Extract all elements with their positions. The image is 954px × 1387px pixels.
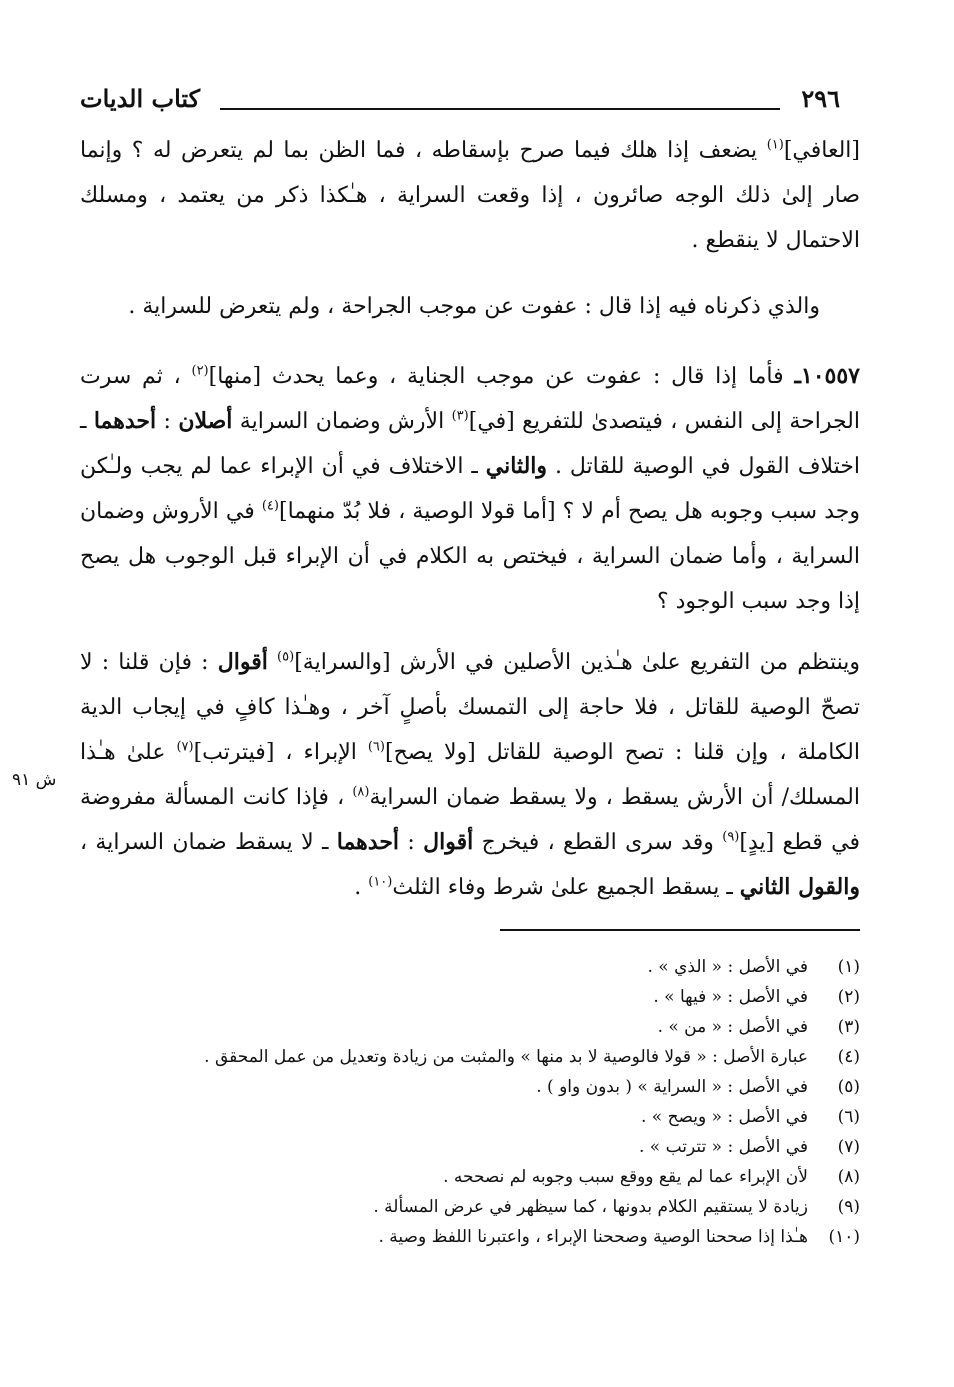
paragraph-4 [80, 640, 860, 910]
footnote-ref: (٨) [352, 784, 370, 800]
footnote-number: (١٠) [828, 1227, 860, 1247]
footnote-text: في الأصل : « الذي » . [647, 957, 808, 977]
footnote-ref: (١٠) [368, 874, 393, 890]
bold-term: أحدهما [93, 408, 157, 434]
text-run: في الأروش وضمان السراية ، وأما ضمان السراية ، فيختص به الكلام في أن الإبراء قبل الوجوب هل يصح إذا وجد سبب الوجود ؟ [80, 499, 860, 614]
footnote-item [100, 1102, 860, 1132]
footnote-ref: (٦) [367, 739, 385, 755]
bold-term: أقوال [217, 649, 268, 675]
footnote-ref: (٩) [722, 829, 740, 845]
footnote-text: في الأصل : « السراية » ( بدون واو ) . [536, 1077, 808, 1097]
text-run [268, 650, 277, 675]
bold-term: أقوال [423, 829, 474, 855]
footnotes [100, 952, 860, 1252]
footnote-separator [500, 929, 860, 931]
footnote-item [100, 982, 860, 1012]
text-run: فأما إذا قال : عفوت عن موجب الجناية ، وعما يحدث [منها] [208, 364, 795, 389]
bold-term: والثاني [485, 453, 548, 479]
footnote-ref: (٣) [451, 408, 469, 424]
bold-term: أحدهما [336, 829, 400, 855]
text-run: وينتظم من التفريع علىٰ هـٰذين الأصلين في الأرش [والسراية] [294, 650, 860, 675]
text-run: [العافي] [783, 138, 860, 163]
footnote-text: في الأصل : « تترتب » . [638, 1137, 808, 1157]
footnote-text: هـٰذا إذا صححنا الوصية وصححنا الإبراء ، واعتبرنا اللفظ وصية . [378, 1227, 808, 1247]
text-run: : [399, 830, 424, 855]
manuscript-folio-note: ش ٩١ [12, 770, 57, 790]
text-run: ـ يسقط الجميع علىٰ شرط وفاء الثلث [392, 875, 740, 900]
footnote-item [100, 1012, 860, 1042]
footnote-ref: (٥) [277, 649, 295, 665]
paragraph-2 [80, 284, 860, 329]
footnote-item [100, 1042, 860, 1072]
footnote-number: (٨) [837, 1167, 860, 1187]
page-number: ٢٩٦ [801, 84, 840, 113]
text-run: علىٰ هـٰذا المسلك/ أن الأرش يسقط ، ولا يسقط ضمان السراية [80, 740, 860, 810]
footnote-ref: (٧) [176, 739, 194, 755]
footnote-item [100, 1132, 860, 1162]
footnote-item [100, 1072, 860, 1102]
text-run: : فإن قلنا : لا تصحّ الوصية للقاتل ، فلا حاجة إلى التمسك بأصلٍ آخر ، وهـٰذا كافٍ في إيجاب الدية الكاملة ، وإن قلنا : تصح الوصية للقاتل [ولا يصح] [80, 650, 860, 765]
text-run: يضعف إذا هلك فيما صرح بإسقاطه ، فما الظن بما لم يتعرض له ؟ وإنما صار إلىٰ ذلك الوجه صائرون ، إذا وقعت السراية ، هـٰكذا ذكر من يعتمد ، ومسلك الاحتمال لا ينقطع . [80, 138, 860, 253]
footnote-number: (٤) [837, 1047, 860, 1067]
text-run: ، ثم سرت الجراحة إلى النفس ، فيتصدىٰ للتفريع [في] [80, 364, 860, 434]
text-run: ـ الاختلاف في أن الإبراء عما لم يجب ولـٰكن وجد سبب وجوبه هل يصح أم لا ؟ [أما قولا الوصية ، فلا بُدّ منهما] [80, 454, 861, 524]
footnote-text: في الأصل : « ويصح » . [640, 1107, 808, 1127]
bold-term: أصلان [178, 408, 233, 434]
footnote-text: لأن الإبراء عما لم يقع ووقع سبب وجوبه لم نصححه . [443, 1167, 808, 1187]
text-run: الأرش وضمان السراية [232, 409, 452, 434]
issue-number: ١٠٥٥٧ـ [794, 363, 860, 389]
footnote-number: (٧) [837, 1137, 860, 1157]
footnote-number: (١) [837, 957, 860, 977]
footnote-text: زيادة لا يستقيم الكلام بدونها ، كما سيظهر في عرض المسألة . [373, 1197, 808, 1217]
footnote-number: (٢) [837, 987, 860, 1007]
footnote-number: (٥) [837, 1077, 860, 1097]
text-run: وقد سرى القطع ، فيخرج [473, 830, 723, 855]
text-run: ، فإذا كانت المسألة مفروضة في قطع [يدٍ] [80, 785, 861, 855]
footnote-number: (٣) [837, 1017, 860, 1037]
footnote-item [100, 952, 860, 982]
header-rule [220, 108, 780, 110]
text-run: ـ لا يسقط ضمان السراية ، [80, 830, 337, 855]
footnote-ref: (٢) [191, 363, 209, 379]
text-run: ـ اختلاف القول في الوصية للقاتل . [80, 409, 861, 479]
text-run: . [354, 875, 369, 900]
running-title: كتاب الديات [80, 84, 201, 113]
footnote-text: في الأصل : « من » . [657, 1017, 808, 1037]
text-run: الإبراء ، [فيترتب] [193, 740, 368, 765]
footnote-text: في الأصل : « فيها » . [653, 987, 808, 1007]
paragraph-3 [80, 354, 860, 624]
paragraph-1 [80, 128, 860, 263]
page-header [80, 84, 860, 124]
text-run: والذي ذكرناه فيه إذا قال : عفوت عن موجب الجراحة ، ولم يتعرض للسراية . [128, 294, 820, 319]
footnote-text: عبارة الأصل : « قولا فالوصية لا بد منها » والمثبت من زيادة وتعديل من عمل المحقق . [204, 1047, 808, 1067]
footnote-item [100, 1222, 860, 1252]
footnote-item [100, 1192, 860, 1222]
footnote-item [100, 1162, 860, 1192]
footnote-number: (٦) [837, 1107, 860, 1127]
footnote-ref: (١) [766, 137, 784, 153]
text-run: : [156, 409, 179, 434]
footnote-number: (٩) [837, 1197, 860, 1217]
footnote-ref: (٤) [261, 498, 279, 514]
bold-term: والقول الثاني [739, 874, 860, 900]
